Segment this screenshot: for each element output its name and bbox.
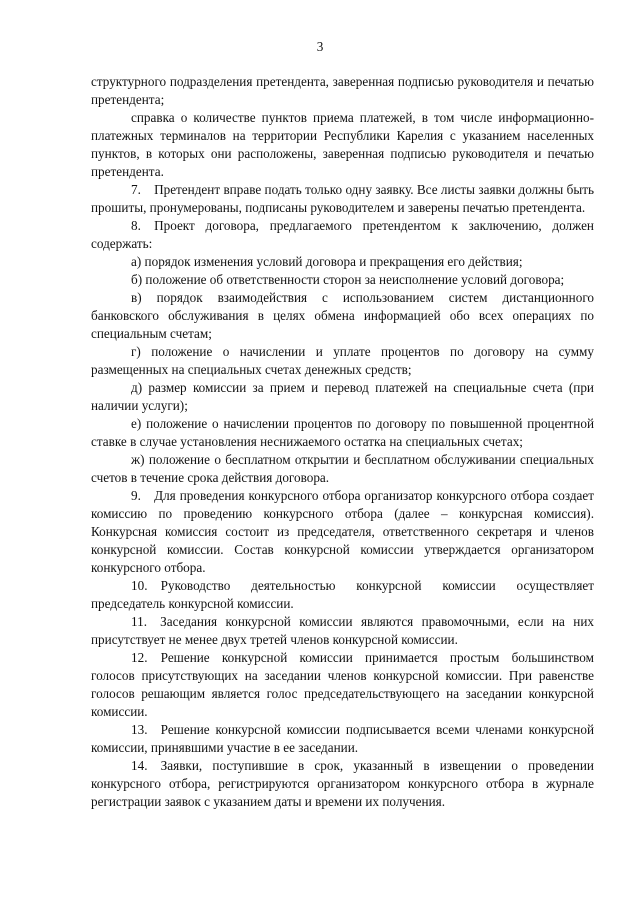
paragraph-payment-points: справка о количестве пунктов приема платежей, в том числе информационно-платежных терминалов на территории Республики Карелия с указанием населенных пунктов, в которых они расположены, заверенная подписью руководителя и печатью претендента. <box>91 110 594 179</box>
paragraph-item-11: 11. Заседания конкурсной комиссии являются правомочными, если на них присутствует не менее двух третей членов конкурсной комиссии. <box>91 614 594 647</box>
paragraph-item-8: 8. Проект договора, предлагаемого претендентом к заключению, должен содержать: <box>91 218 594 251</box>
paragraph-item-8e: е) положение о начислении процентов по договору по повышенной процентной ставке в случае установления неснижаемого остатка на специальных счетах; <box>91 416 594 449</box>
paragraph-item-12: 12. Решение конкурсной комиссии принимается простым большинством голосов присутствующих на заседании членов конкурсной комиссии. При равенстве голосов решающим является голос председательствующего на заседании конкурсной комиссии. <box>91 650 594 719</box>
paragraph-item-13: 13. Решение конкурсной комиссии подписывается всеми членами конкурсной комиссии, принявшими участие в ее заседании. <box>91 722 594 755</box>
document-body <box>91 73 594 811</box>
paragraph-item-10: 10. Руководство деятельностью конкурсной комиссии осуществляет председатель конкурсной комиссии. <box>91 578 594 611</box>
paragraph-item-8a: а) порядок изменения условий договора и прекращения его действия; <box>131 254 523 269</box>
paragraph-item-14: 14. Заявки, поступившие в срок, указанный в извещении о проведении конкурсного отбора, регистрируются организатором конкурсного отбора в журнале регистрации заявок с указанием даты и времени их получения. <box>91 758 594 809</box>
paragraph-item-7: 7. Претендент вправе подать только одну заявку. Все листы заявки должны быть прошиты, пронумерованы, подписаны руководителем и заверены печатью претендента. <box>91 182 594 215</box>
page-number: 3 <box>316 39 324 54</box>
paragraph-struct-unit: структурного подразделения претендента, заверенная подписью руководителя и печатью претендента; <box>91 74 594 107</box>
paragraph-item-9: 9. Для проведения конкурсного отбора организатор конкурсного отбора создает комиссию по проведению конкурсного отбора (далее – конкурсная комиссия). Конкурсная комиссия состоит из председателя, ответственного секретаря и членов конкурсной комиссии. Состав конкурсной комиссии утверждается организатором конкурсного отбора. <box>91 488 594 575</box>
paragraph-item-8zh: ж) положение о бесплатном открытии и бесплатном обслуживании специальных счетов в течение срока действия договора. <box>91 452 594 485</box>
paragraph-item-8g: г) положение о начислении и уплате процентов по договору на сумму размещенных на специальных счетах денежных средств; <box>91 344 594 377</box>
paragraph-item-8b: б) положение об ответственности сторон за неисполнение условий договора; <box>131 272 565 287</box>
paragraph-item-8v: в) порядок взаимодействия с использованием систем дистанционного банковского обслуживания в целях обмена информацией обо всех операциях по специальным счетам; <box>91 290 594 341</box>
paragraph-item-8d: д) размер комиссии за прием и перевод платежей на специальные счета (при наличии услуги); <box>91 380 594 413</box>
